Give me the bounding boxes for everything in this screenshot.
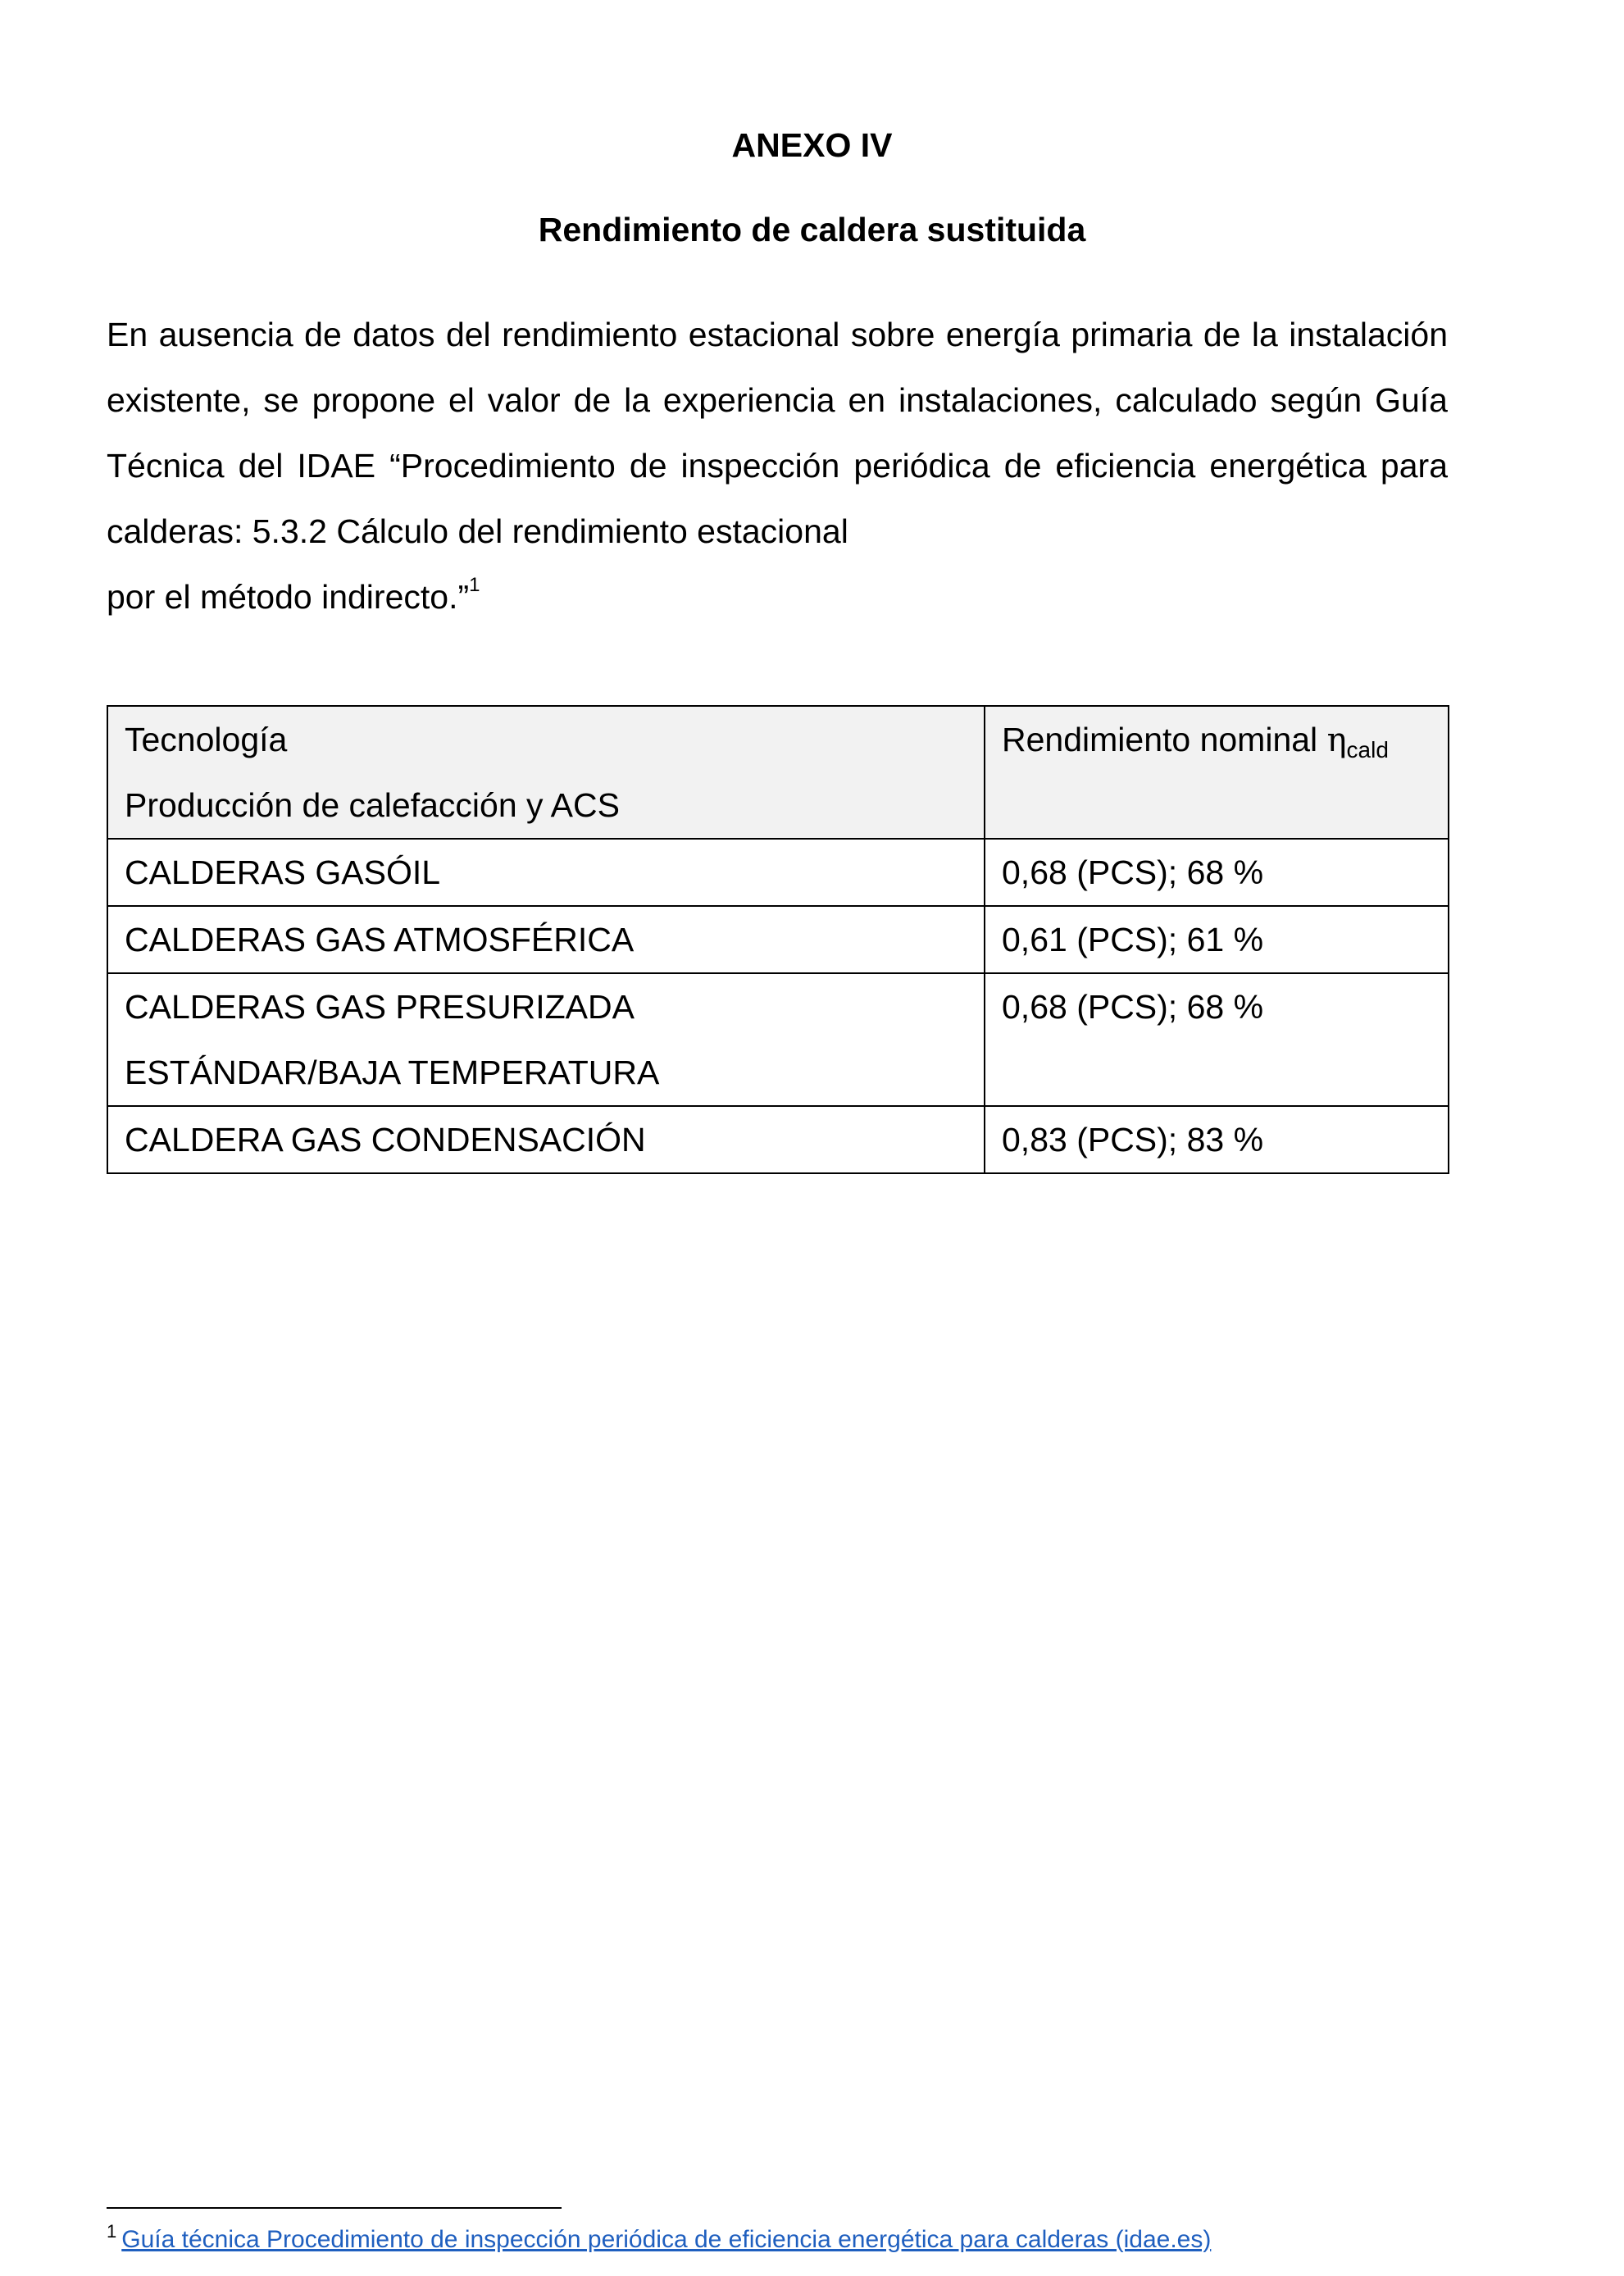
technology-name-line2: ESTÁNDAR/BAJA TEMPERATURA bbox=[125, 1054, 660, 1091]
technology-name: CALDERA GAS CONDENSACIÓN bbox=[125, 1121, 646, 1158]
intro-last-line-text: por el método indirecto.” bbox=[107, 578, 470, 616]
header-efficiency-label: Rendimiento nominal bbox=[1002, 721, 1318, 758]
technology-name: CALDERAS GAS ATMOSFÉRICA bbox=[125, 921, 635, 958]
efficiency-cell: 0,83 (PCS); 83 % bbox=[985, 1106, 1449, 1173]
intro-text: En ausencia de datos del rendimiento estacional sobre energía primaria de la instalación existente, se propone el valor de la experiencia en instalaciones, calculado según Guía Técnica del IDAE “Procedimiento de inspección periódica de eficiencia energética para calderas: 5.3.2 Cálculo del rendimiento estacional bbox=[107, 316, 1448, 550]
boiler-efficiency-table bbox=[107, 705, 1449, 1174]
table-header-row bbox=[107, 706, 1449, 839]
technology-cell bbox=[107, 906, 985, 973]
header-technology-label: Tecnología bbox=[125, 721, 288, 758]
annex-title: ANEXO IV bbox=[731, 126, 893, 164]
header-technology-cell bbox=[107, 706, 985, 839]
footnote-reference[interactable]: 1 bbox=[469, 574, 480, 597]
intro-last-line bbox=[107, 564, 1448, 630]
technology-name: CALDERAS GASÓIL bbox=[125, 854, 441, 891]
efficiency-cell: 0,68 (PCS); 68 % bbox=[985, 839, 1449, 906]
footnote bbox=[107, 2221, 1212, 2258]
technology-cell bbox=[107, 839, 985, 906]
header-production-label: Producción de calefacción y ACS bbox=[125, 786, 620, 824]
technology-cell bbox=[107, 1106, 985, 1173]
eta-symbol: η bbox=[1326, 721, 1347, 759]
footnote-number: 1 bbox=[107, 2221, 117, 2242]
intro-paragraph bbox=[107, 302, 1448, 630]
eta-subscript: cald bbox=[1346, 737, 1389, 762]
efficiency-cell: 0,68 (PCS); 68 % bbox=[985, 973, 1449, 1106]
table-row bbox=[107, 973, 1449, 1106]
header-efficiency-cell bbox=[985, 706, 1449, 839]
footnote-link[interactable]: Guía técnica Procedimiento de inspección periódica de eficiencia energética para calderas (idae.es) bbox=[121, 2226, 1212, 2253]
technology-name: CALDERAS GAS PRESURIZADA bbox=[125, 988, 635, 1026]
footnote-separator bbox=[107, 2207, 562, 2209]
technology-cell bbox=[107, 973, 985, 1106]
table-row bbox=[107, 906, 1449, 973]
table-row bbox=[107, 839, 1449, 906]
table-row bbox=[107, 1106, 1449, 1173]
annex-subtitle: Rendimiento de caldera sustituida bbox=[538, 211, 1086, 248]
efficiency-cell: 0,61 (PCS); 61 % bbox=[985, 906, 1449, 973]
